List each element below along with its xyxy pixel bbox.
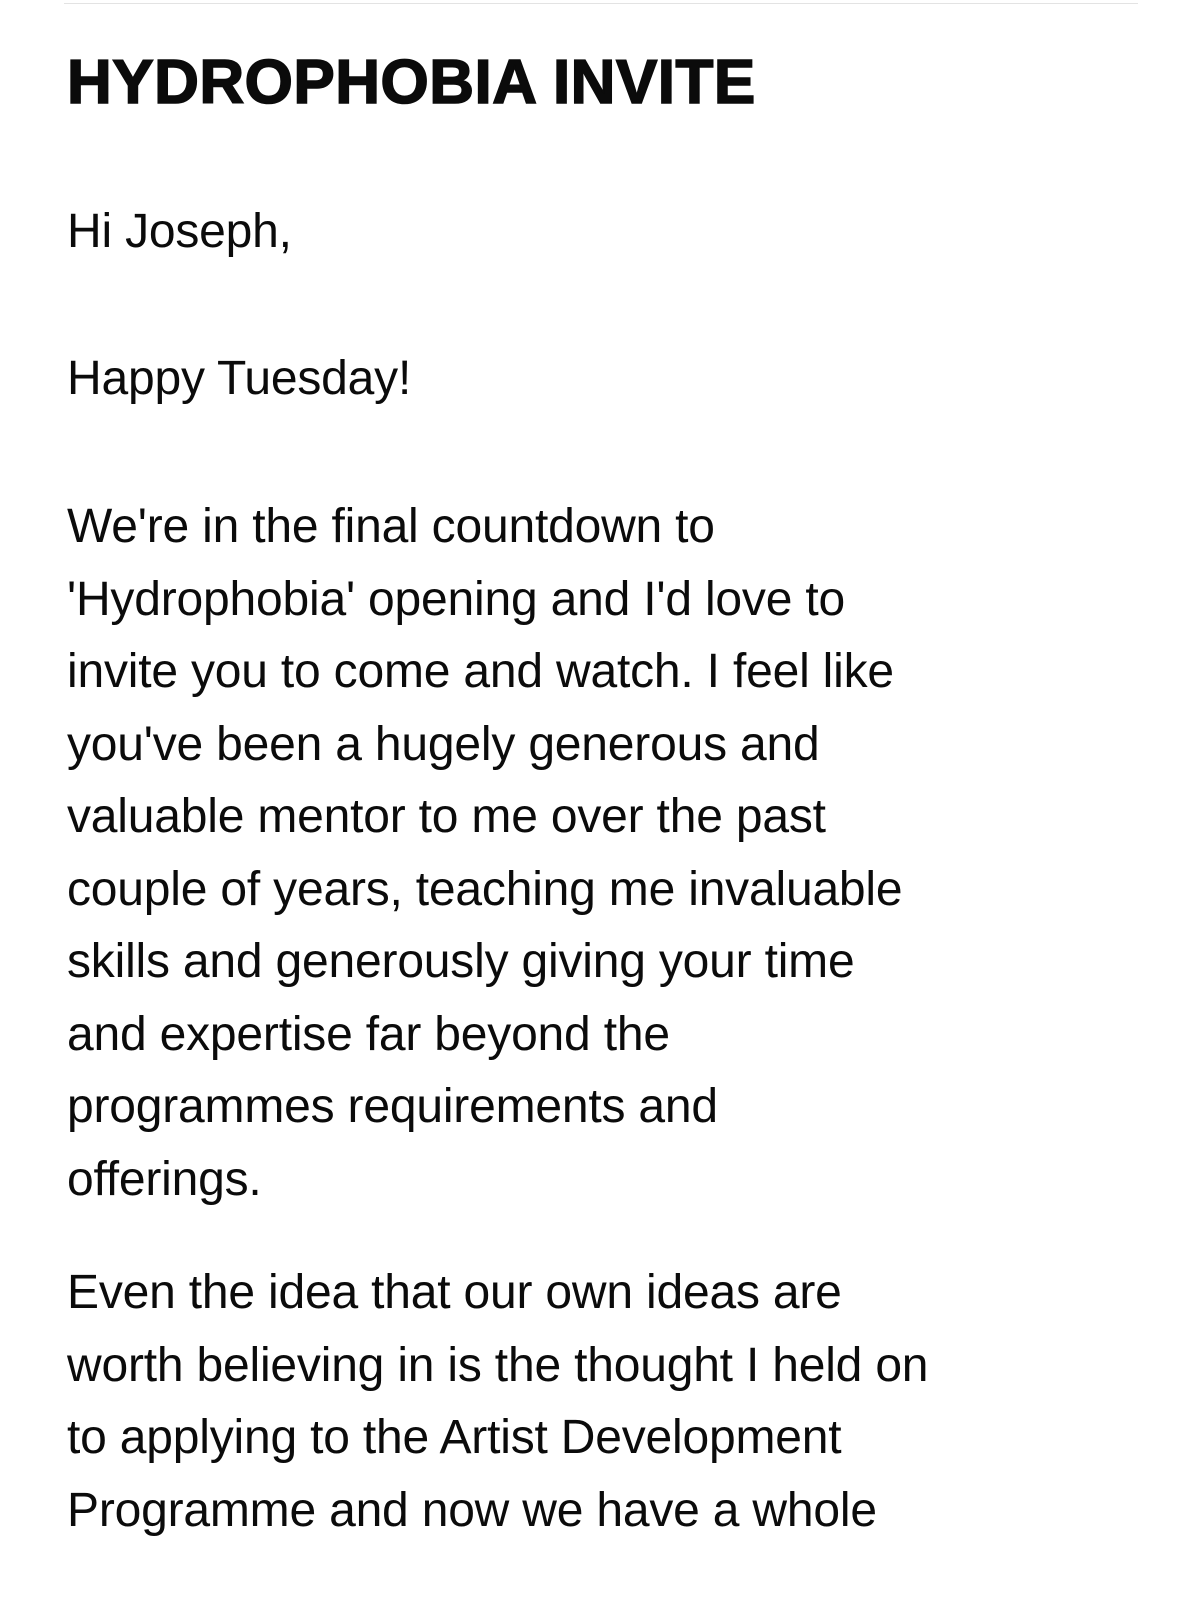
email-message (67, 38, 1172, 1537)
paragraph-line: worth believing in is the thought I held on (67, 1338, 929, 1392)
paragraph-line: programmes requirements and (67, 1080, 718, 1133)
top-divider (64, 3, 1138, 4)
paragraph-line: couple of years, teaching me invaluable (67, 862, 903, 916)
bottom-edge (0, 1607, 1200, 1615)
paragraph-line: invite you to come and watch. I feel like (67, 645, 894, 698)
paragraph-line: you've been a hugely generous and (67, 717, 820, 771)
paragraph-line: 'Hydrophobia' opening and I'd love to (67, 572, 845, 626)
paragraph-line: Even the idea that our own ideas are (67, 1266, 842, 1319)
paragraph-line: skills and generously giving your time (67, 935, 855, 988)
paragraph-line: to applying to the Artist Development (67, 1411, 842, 1464)
paragraph-line: and expertise far beyond the (67, 1007, 670, 1061)
email-paragraph-2 (67, 1257, 1172, 1547)
paragraph-line: Programme and now we have a whole (67, 1483, 877, 1537)
paragraph-line: valuable mentor to me over the past (67, 790, 826, 843)
email-greeting: Hi Joseph, (67, 205, 292, 258)
paragraph-line: offerings. (67, 1152, 262, 1206)
email-paragraph-1 (67, 491, 1172, 1216)
email-subject: HYDROPHOBIA INVITE (67, 48, 756, 117)
paragraph-line: We're in the final countdown to (67, 500, 715, 553)
email-salutation: Happy Tuesday! (67, 352, 412, 405)
